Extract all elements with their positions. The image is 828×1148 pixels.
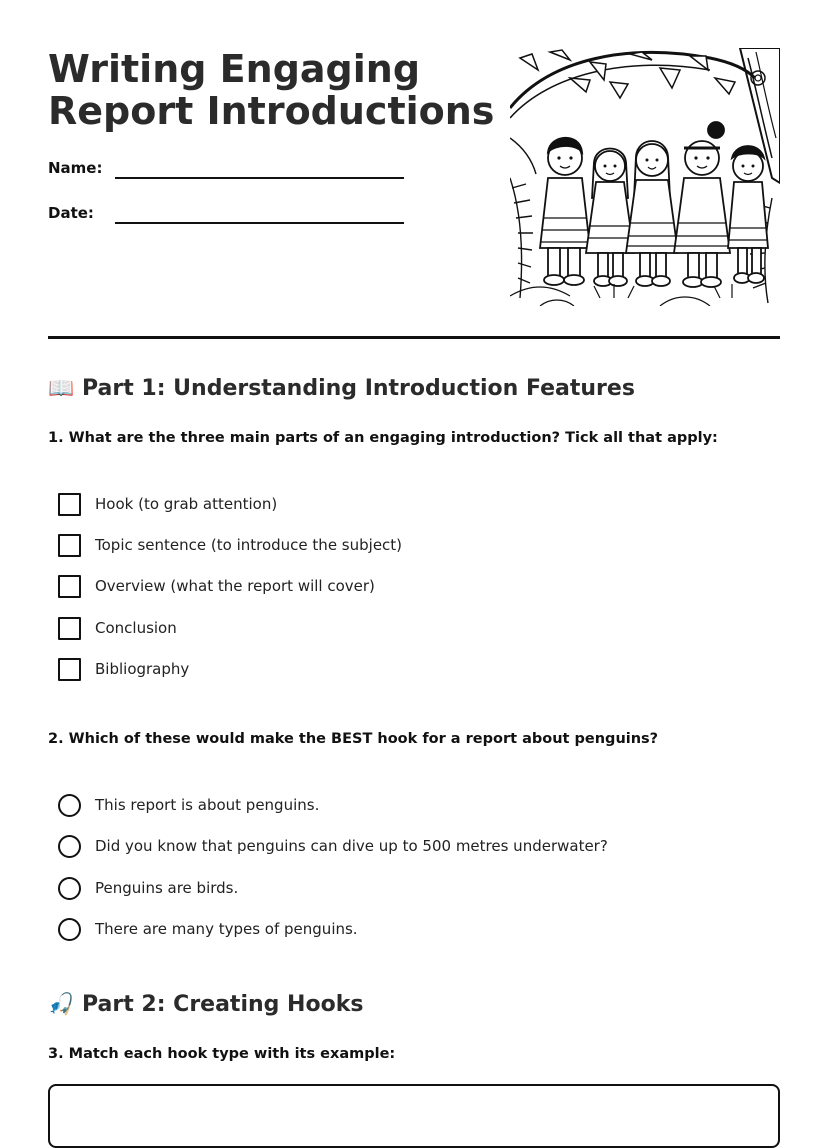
- option-label: Did you know that penguins can dive up to 500 metres underwater?: [95, 837, 608, 855]
- radio-button[interactable]: [58, 835, 81, 858]
- worksheet-header: [48, 48, 780, 310]
- checkbox[interactable]: [58, 575, 81, 598]
- name-label: Name:: [48, 159, 103, 177]
- option-label: Hook (to grab attention): [95, 495, 278, 513]
- option-label: There are many types of penguins.: [95, 920, 358, 938]
- radio-button[interactable]: [58, 794, 81, 817]
- name-field[interactable]: [48, 158, 404, 186]
- q1-option-4[interactable]: [58, 617, 758, 641]
- children-illustration: [510, 48, 780, 306]
- header-divider: [48, 336, 780, 339]
- radio-button[interactable]: [58, 918, 81, 941]
- checkbox[interactable]: [58, 493, 81, 516]
- q1-option-3[interactable]: [58, 575, 758, 599]
- checkbox[interactable]: [58, 617, 81, 640]
- fishing-rod-icon: 🎣: [48, 992, 75, 1016]
- worksheet-title: Writing Engaging Report Introductions: [48, 47, 495, 133]
- question-1: 1. What are the three main parts of an engaging introduction? Tick all that apply:: [48, 430, 718, 446]
- checkbox[interactable]: [58, 534, 81, 557]
- option-label: This report is about penguins.: [95, 796, 320, 814]
- option-label: Overview (what the report will cover): [95, 577, 375, 595]
- option-label: Conclusion: [95, 619, 177, 637]
- date-label: Date:: [48, 204, 94, 222]
- q1-option-1[interactable]: [58, 493, 758, 517]
- matching-area: [48, 1084, 780, 1148]
- date-line[interactable]: [115, 222, 404, 224]
- book-icon: 📖: [48, 376, 75, 400]
- part2-heading: [48, 990, 363, 1019]
- option-label: Penguins are birds.: [95, 879, 239, 897]
- radio-button[interactable]: [58, 877, 81, 900]
- part1-title: Part 1: Understanding Introduction Features: [82, 376, 635, 401]
- name-line[interactable]: [115, 177, 404, 179]
- q1-option-2[interactable]: [58, 534, 758, 558]
- checkbox[interactable]: [58, 658, 81, 681]
- q2-option-3[interactable]: [58, 877, 758, 901]
- part1-heading: [48, 374, 635, 403]
- q2-option-2[interactable]: [58, 835, 758, 859]
- question-3: 3. Match each hook type with its example:: [48, 1046, 396, 1062]
- q1-option-5[interactable]: [58, 658, 758, 682]
- part2-title: Part 2: Creating Hooks: [82, 992, 364, 1017]
- date-field[interactable]: [48, 203, 404, 231]
- q2-option-4[interactable]: [58, 918, 758, 942]
- option-label: Topic sentence (to introduce the subject): [95, 536, 403, 554]
- q2-option-1[interactable]: [58, 794, 758, 818]
- option-label: Bibliography: [95, 660, 190, 678]
- question-2: 2. Which of these would make the BEST hook for a report about penguins?: [48, 731, 659, 747]
